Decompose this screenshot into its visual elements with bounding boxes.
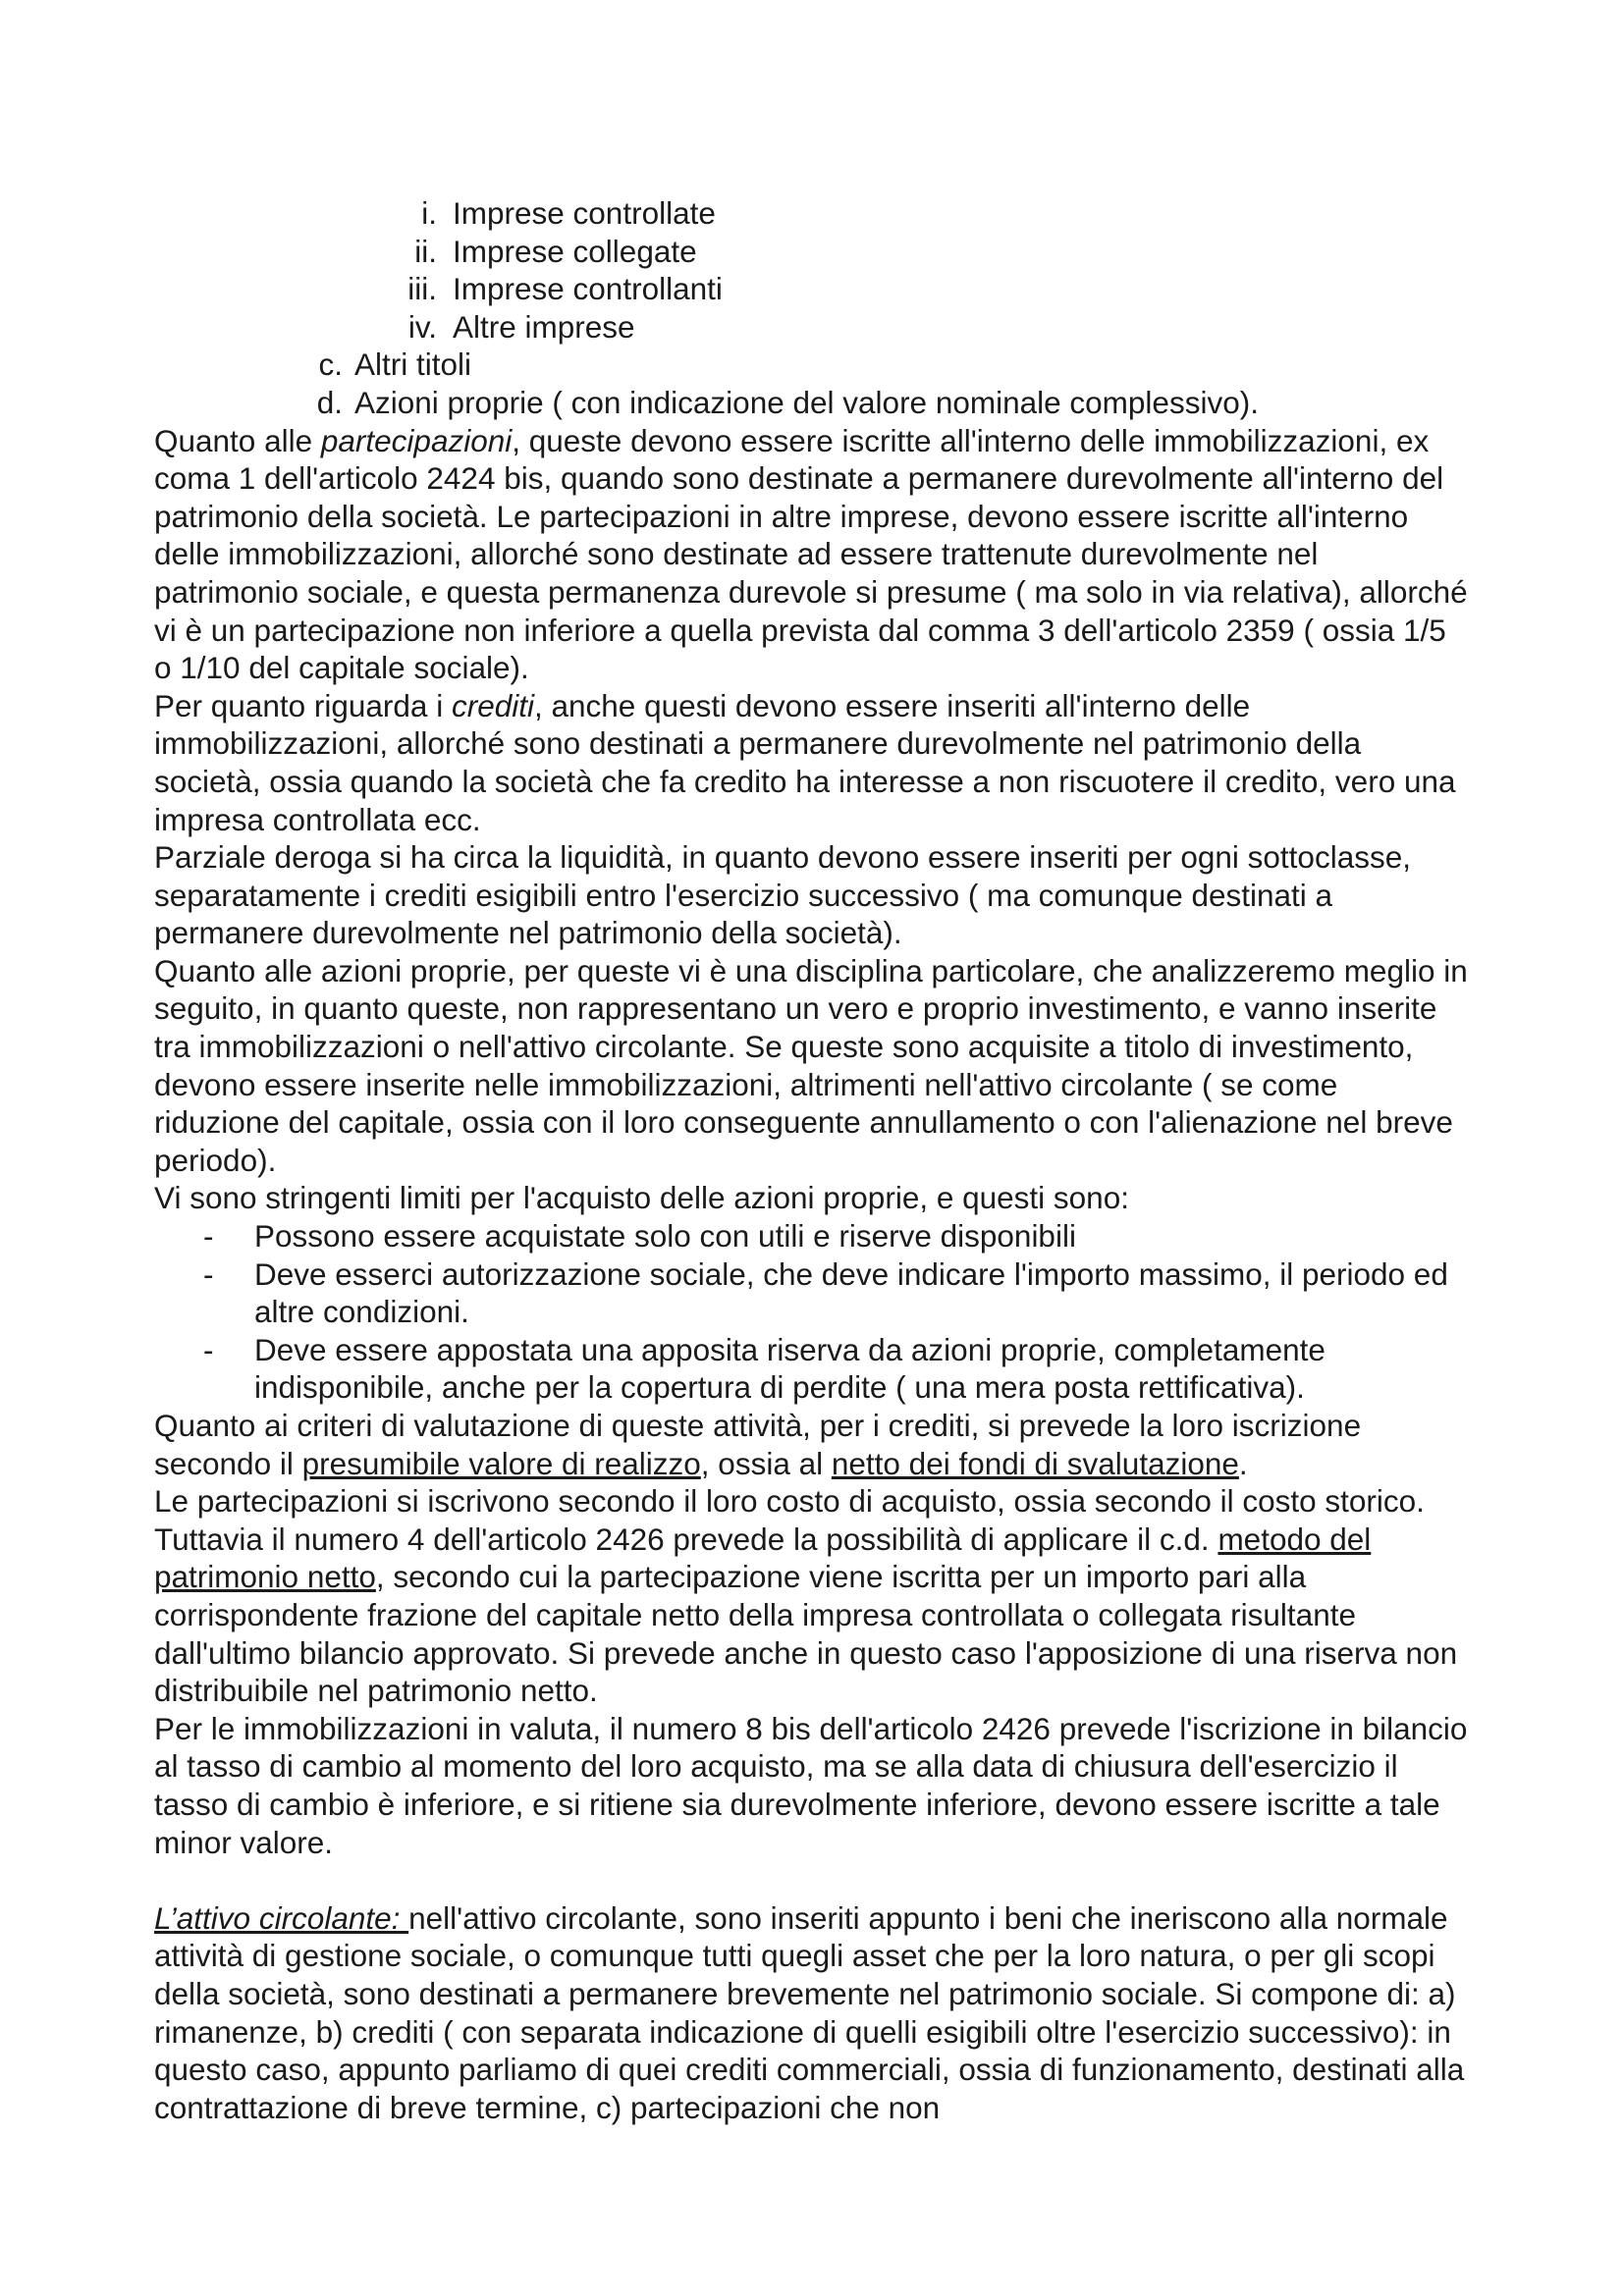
list-item-text: Imprese controllate	[453, 195, 716, 231]
underlined-term: netto dei fondi di svalutazione	[831, 1445, 1239, 1481]
paragraph-valuta: Per le immobilizzazioni in valuta, il numero 8 bis dell'articolo 2426 prevede l'iscrizione in bilancio al tasso di cambio al momento del loro acquisto, ma se alla data di chiusura dell'esercizio il tasso di cambio è inferiore, e si ritiene sia durevolmente inferiore, devono essere iscritte a tale minor valore.	[154, 1710, 1468, 1860]
list-marker: iv.	[407, 308, 437, 345]
list-item	[154, 346, 1470, 384]
list-item	[154, 308, 1470, 347]
paragraph-criteri-valutazione: Quanto ai criteri di valutazione di queste attività, per i crediti, si prevede la loro iscrizione secondo il presumibile valore di realizzo, ossia al netto dei fondi di svalutazione.	[154, 1408, 1362, 1481]
paragraph-crediti: Per quanto riguarda i crediti, anche questi devono essere inseriti all'interno delle immobilizzazioni, allorché sono destinati a permanere durevolmente nel patrimonio della società, ossia quando la società che fa credito ha interesse a non riscuotere il credito, vero una impresa controllata ecc.	[154, 687, 1456, 837]
list-item-text: Possono essere acquistate solo con utili e riserve disponibili	[254, 1218, 1076, 1255]
alpha-list	[154, 346, 1470, 421]
list-marker: c.	[318, 347, 343, 383]
list-marker: i.	[421, 195, 437, 231]
page-content	[154, 194, 1470, 2126]
paragraph-liquidita: Parziale deroga si ha circa la liquidità, in quanto devono essere inseriti per ogni sottoclasse, separatamente i crediti esigibili entro l'esercizio successivo ( ma comunque destinati a permanere durevolmente nel patrimonio della società).	[154, 839, 1411, 951]
paragraph-azioni-proprie: Quanto alle azioni proprie, per queste vi è una disciplina particolare, che analizzeremo meglio in seguito, in quanto queste, non rappresentano un vero e proprio investimento, e vanno inserite tra immobilizzazioni o nell'attivo circolante. Se queste sono acquisite a titolo di investimento, devono essere inserite nelle immobilizzazioni, altrimenti nell'attivo circolante ( se come riduzione del capitale, ossia con il loro conseguente annullamento o con l'alienazione nel breve periodo).	[154, 952, 1468, 1178]
underlined-term: metodo del patrimonio netto	[154, 1521, 1372, 1595]
list-item	[154, 1217, 1470, 1255]
list-item	[154, 1255, 1470, 1331]
list-item	[154, 194, 1470, 233]
list-item-text: Deve esserci autorizzazione sociale, che deve indicare l'importo massimo, il periodo ed altre condizioni.	[254, 1255, 1448, 1330]
list-marker: -	[203, 1218, 214, 1255]
dash-list	[154, 1217, 1470, 1407]
paragraph-metodo-patrimonio: Le partecipazioni si iscrivono secondo il loro costo di acquisto, ossia secondo il costo storico. Tuttavia il numero 4 dell'articolo 2426 prevede la possibilità di applicare il c.d. metodo del patrimonio netto, secondo cui la partecipazione viene iscritta per un importo pari alla corrispondente frazione del capitale netto della impresa controllata o collegata risultante dall'ultimo bilancio approvato. Si prevede anche in questo caso l'apposizione di una riserva non distribuibile nel patrimonio netto.	[154, 1483, 1458, 1709]
paragraph-attivo-circolante: L’attivo circolante: nell'attivo circolante, sono inseriti appunto i beni che ineriscono alla normale attività di gestione sociale, o comunque tutti quegli asset che per la loro natura, o per gli scopi della società, sono destinati a permanere brevemente nel patrimonio sociale. Si compone di: a) rimanenze, b) crediti ( con separata indicazione di quelli esigibili oltre l'esercizio successivo): in questo caso, appunto parliamo di quei crediti commerciali, ossia di funzionamento, destinati alla contrattazione di breve termine, c) partecipazioni che non	[154, 1899, 1465, 2125]
list-item-text: Altre imprese	[453, 308, 635, 345]
paragraph-limiti: Vi sono stringenti limiti per l'acquisto delle azioni proprie, e questi sono:	[154, 1180, 1129, 1216]
underlined-term: presumibile valore di realizzo	[301, 1445, 701, 1481]
list-item	[154, 233, 1470, 271]
list-marker: ii.	[414, 233, 437, 269]
list-marker: -	[203, 1255, 214, 1292]
list-item-text: Azioni proprie ( con indicazione del valore nominale complessivo).	[354, 384, 1259, 420]
list-item-text: Imprese controllanti	[453, 271, 723, 307]
list-item-text: Altri titoli	[354, 347, 472, 383]
list-marker: d.	[316, 384, 343, 420]
list-item-text: Deve essere appostata una apposita riserva da azioni proprie, completamente indisponibile, anche per la copertura di perdite ( una mera posta rettificativa).	[254, 1331, 1325, 1406]
list-marker: iii.	[407, 271, 437, 307]
paragraph-spacer	[154, 1861, 1470, 1899]
list-item	[154, 1331, 1470, 1407]
list-item-text: Imprese collegate	[453, 233, 697, 269]
roman-list	[154, 194, 1470, 346]
list-marker: -	[203, 1331, 214, 1367]
emphasis-partecipazioni: partecipazioni	[320, 422, 513, 458]
paragraph-partecipazioni: Quanto alle partecipazioni, queste devono essere iscritte all'interno delle immobilizzazioni, ex coma 1 dell'articolo 2424 bis, quando sono destinate a permanere durevolmente all'interno del patrimonio della società. Le partecipazioni in altre imprese, devono essere iscritte all'interno delle immobilizzazioni, allorché sono destinate ad essere trattenute durevolmente nel patrimonio sociale, e questa permanenza durevole si presume ( ma solo in via relativa), allorché vi è un partecipazione non inferiore a quella prevista dal comma 3 dell'articolo 2359 ( ossia 1/5 o 1/10 del capitale sociale).	[154, 422, 1468, 686]
emphasis-crediti: crediti	[451, 687, 534, 723]
list-item	[154, 384, 1470, 422]
list-item	[154, 270, 1470, 308]
section-heading: L’attivo circolante:	[154, 1899, 409, 1936]
